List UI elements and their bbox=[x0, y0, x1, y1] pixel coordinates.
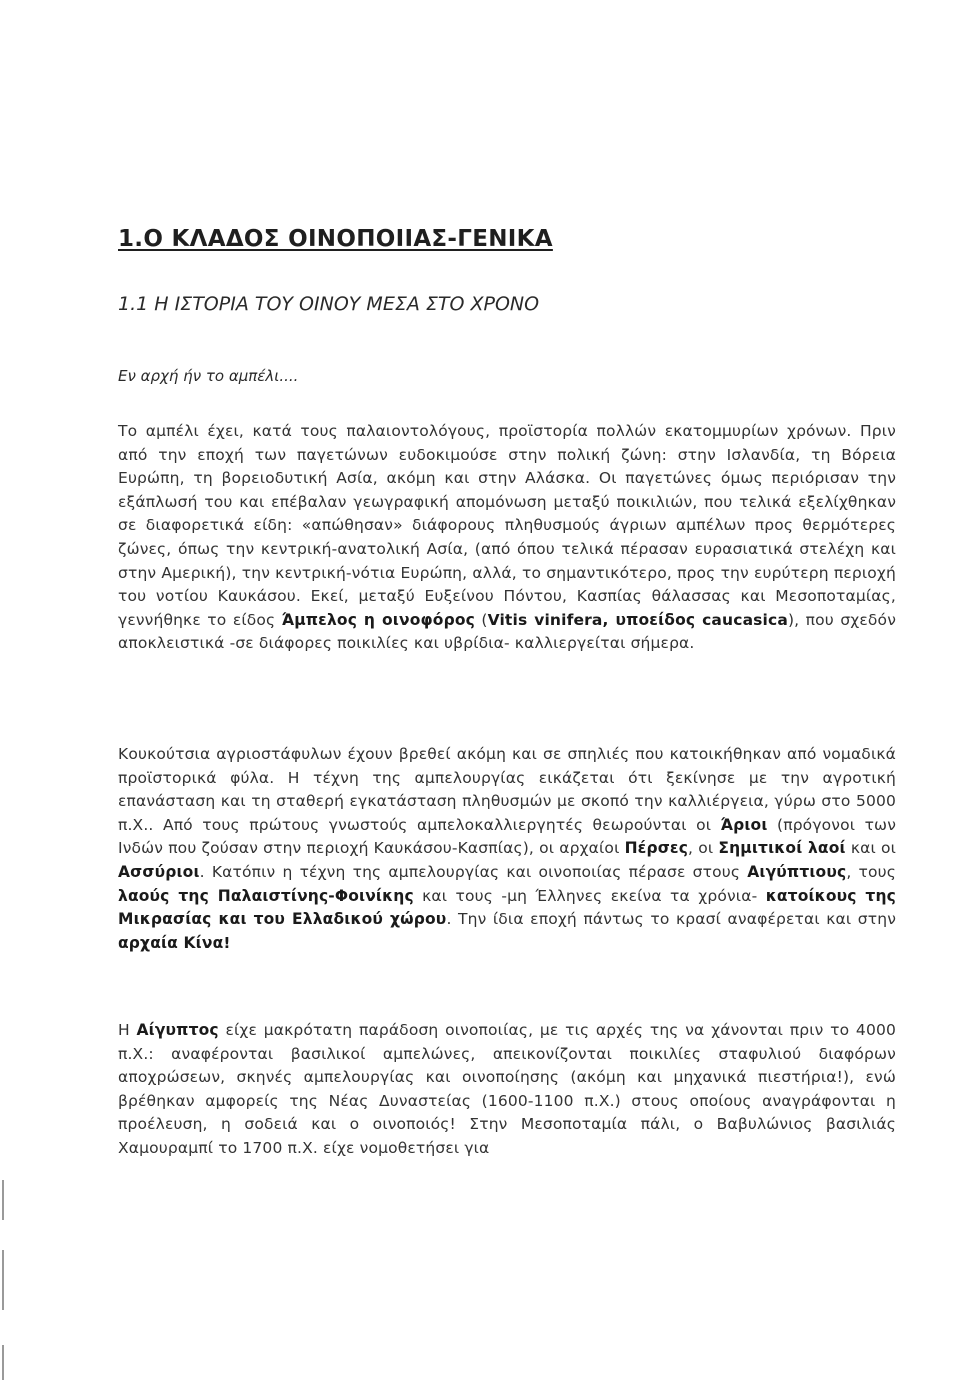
scan-edge-mark bbox=[2, 1180, 4, 1220]
paragraph-text: , οι bbox=[688, 839, 719, 858]
bold-term: Vitis vinifera, υποείδος caucasica bbox=[487, 610, 788, 629]
paragraph-3 bbox=[118, 1019, 896, 1161]
paragraph-text: Η bbox=[118, 1021, 137, 1039]
bold-term: Σημιτικοί λαοί bbox=[718, 839, 846, 858]
section-title: 1.1 Η ΙΣΤΟΡΙΑ ΤΟΥ ΟΙΝΟΥ ΜΕΣΑ ΣΤΟ ΧΡΟΝΟ bbox=[118, 293, 540, 315]
bold-term: Άμπελος η οινοφόρος bbox=[281, 610, 475, 629]
scan-edge-mark bbox=[2, 1345, 4, 1380]
paragraph-text: (πρόγονοι των Ινδών που ζούσαν στην περιοχή Καυκάσου-Κασπίας), οι αρχαίοι bbox=[118, 815, 896, 858]
bold-term: κατοίκους της Μικρασίας και του Ελλαδικού χώρου bbox=[118, 886, 896, 929]
paragraph-text: και τους -μη Έλληνες εκείνα τα χρόνια- bbox=[413, 886, 766, 905]
bold-term: λαούς της Παλαιστίνης-Φοινίκης bbox=[118, 886, 414, 905]
bold-term: Άριοι bbox=[720, 815, 768, 834]
paragraph-text: ), που σχεδόν αποκλειστικά -σε διάφορες ποικιλίες και υβρίδια- καλλιεργείται σήμερα. bbox=[118, 610, 897, 653]
bold-term: Ασσύριοι bbox=[118, 862, 200, 881]
bold-term: Πέρσες bbox=[624, 839, 689, 858]
paragraph-text: ( bbox=[474, 610, 488, 629]
scan-edge-mark bbox=[2, 1250, 4, 1310]
paragraph-text: . Την ίδια εποχή πάντως το κρασί αναφέρεται και στην bbox=[446, 910, 897, 929]
paragraph-text: . Κατόπιν η τέχνη της αμπελουργίας και οινοποιίας πέρασε στους bbox=[199, 862, 748, 881]
paragraph-text: Το αμπέλι έχει, κατά τους παλαιοντολόγους, προϊστορία πολλών εκατομμυρίων χρόνων. Πριν από την εποχή των παγετώνων ευδοκιμούσε στην πολική ζώνη: στην Ισλανδία, τη Βόρεια Ευρώπη, τη βορειοδυτική Ασία, ακόμη και στην Αλάσκα. Οι παγετώνες όμως περιόρισαν την εξάπλωσή του και επέβαλαν γεωγραφική απομόνωση μεταξύ ποικιλιών, που τελικά εξελίχθηκαν σε διαφορετικά είδη: «απώθησαν» διάφορους πληθυσμούς άγριων αμπέλων προς θερμότερες ζώνες, όπως την κεντρική-ανατολική Ασία, (από όπου τελικά πέρασαν ευρασιατικά στελέχη και στην Αμερική), την κεντρική-νότια Ευρώπη, αλλά, το σημαντικότερο, προς την ευρύτερη περιοχή του νοτίου Καυκάσου. Εκεί, μεταξύ Ευξείνου Πόντου, Κασπίας θάλασσας και Μεσοποταμίας, γεννήθηκε το είδος bbox=[118, 422, 896, 629]
paragraph-text: Κουκούτσια αγριοστάφυλων έχουν βρεθεί ακόμη και σε σπηλιές που κατοικήθηκαν από νομαδικά προϊστορικά φύλα. Η τέχνη της αμπελουργίας εικάζεται ότι ξεκίνησε με την αγροτική επανάσταση και τη σταθερή εγκατάσταση πληθυσμών με σκοπό την καλλιέργεια, γύρω στο 5000 π.Χ.. Από τους πρώτους γνωστούς αμπελοκαλλιεργητές θεωρούνται οι bbox=[118, 745, 896, 834]
paragraph-1 bbox=[118, 420, 896, 656]
epigraph: Εν αρχή ήν το αμπέλι.... bbox=[118, 367, 299, 385]
paragraph-text: , τους bbox=[846, 862, 897, 881]
bold-term: Αιγύπτιους bbox=[747, 862, 847, 881]
bold-term: αρχαία Κίνα! bbox=[118, 933, 231, 952]
bold-term: Αίγυπτος bbox=[136, 1021, 219, 1039]
paragraph-text: είχε μακρότατη παράδοση οινοποιίας, με τις αρχές της να χάνονται πριν το 4000 π.Χ.: αναφέρονται βασιλικοί αμπελώνες, απεικονίζονται ποικιλίες σταφυλιού διαφόρων αποχρώσεων, σκηνές αμπελουργίας και οινοποίησης (ακόμη και μηχανικά πιεστήρια!), ενώ βρέθηκαν αμφορείς της Νέας Δυναστείας (1600-1100 π.Χ.) στους οποίους αναγράφονται η προέλευση, η σοδειά και ο οινοποιός! Στην Μεσοποταμία πάλι, ο Βαβυλώνιος βασιλιάς Χαμουραμπί το 1700 π.Χ. είχε νομοθετήσει για bbox=[118, 1021, 896, 1157]
paragraph-text: και οι bbox=[845, 839, 897, 858]
paragraph-2 bbox=[118, 743, 896, 955]
chapter-title: 1.Ο ΚΛΑΔΟΣ ΟΙΝΟΠΟΙΙΑΣ-ΓΕΝΙΚΑ bbox=[118, 226, 553, 252]
